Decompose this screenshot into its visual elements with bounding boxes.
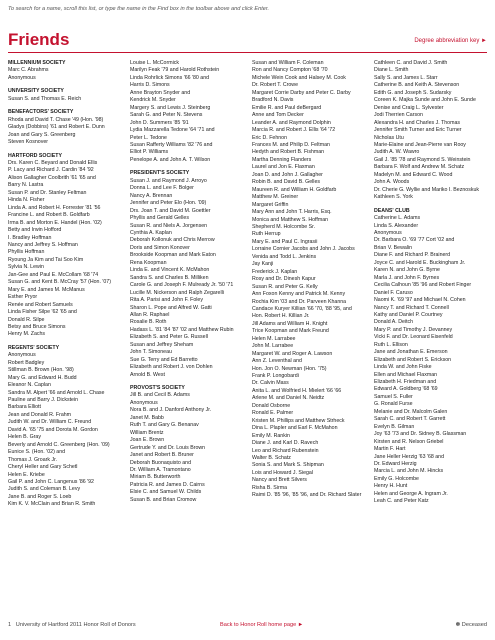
- donor-name: Beverly and Arnold C. Greenberg (Hon. '09): [8, 441, 110, 448]
- donor-name: Helen and George A. Ingram Jr.: [374, 490, 448, 497]
- donor-name: Eric D. Fehnon: [252, 134, 288, 141]
- donor-name: Brookside Koopman and Mark Eaton: [130, 252, 216, 259]
- donor-name: John M. Larrabee: [252, 343, 294, 350]
- society-heading: REGENTS' SOCIETY: [8, 344, 60, 351]
- donor-name: Judith S. and Coleman B. Levy: [8, 486, 81, 493]
- donor-name: Mary Ann and John T. Harris, Esq.: [252, 209, 332, 216]
- donor-name: Mary G. and Edward H. Budd: [8, 374, 77, 381]
- donor-name: Jennifer Smith Turner and Eric Turner: [374, 127, 462, 134]
- donor-name: Susan S. and Thomas E. Reich: [8, 95, 82, 102]
- donor-name: Karen N. and John G. Byrne: [374, 267, 440, 274]
- donor-name: Gail P. and John C. Langenus '86 '92: [8, 479, 94, 486]
- donor-name: Marla J. and John F. Byrnes: [374, 274, 440, 281]
- donor-name: Frank P. Longobardi: [252, 373, 299, 380]
- donor-name: Susan P. and Dr. Stanley Feltman: [8, 189, 87, 196]
- donor-name: Helen B. Gray: [8, 434, 41, 441]
- donor-name: Madelyn M. and Edward C. Wood: [374, 171, 453, 178]
- donor-name: Sandra M. Alpert '66 and Arnold L. Chase: [8, 389, 105, 396]
- donor-name: P. Lacy and Richard J. Cardin '84 '92: [8, 167, 94, 174]
- donor-name: Dr. Barbara O. '69 '77 Cort '02 and: [374, 237, 455, 244]
- donor-name: Raimi D. '85 '96, '85 '96, and Dr. Richard Slater: [252, 492, 362, 499]
- donor-name: Maureen R. and William H. Goldfarb: [252, 186, 337, 193]
- donor-name: Ruth T. and Gary G. Benanav: [130, 422, 199, 429]
- donor-name: Joy '63 '73 and Dr. Sidney B. Glassman: [374, 431, 467, 438]
- donor-name: Henry M. Zachs: [8, 331, 46, 338]
- donor-name: Cathleen C. and David J. Smith: [374, 60, 448, 66]
- donor-name: Leo and Richard Rubenstein: [252, 447, 319, 454]
- donor-name: Kathleen S. York: [374, 194, 413, 201]
- donor-name: Trice Koopman and Mark Freund: [252, 328, 329, 335]
- donor-name: Donald Osborne: [252, 402, 291, 409]
- deceased-legend: ✽ Deceased: [455, 622, 487, 628]
- donor-name: Irma B. and Morton E. Handel (Hon. '02): [8, 219, 102, 226]
- donor-name: Linda W. and John Fiske: [374, 364, 432, 371]
- donor-name: Sandra S. and Charles B. Milliken: [130, 274, 209, 281]
- donor-name: G. Ronald Furse: [374, 401, 413, 408]
- donor-name: Judith W. and Dr. William C. Freund: [8, 419, 92, 426]
- page-footer: [8, 622, 487, 632]
- donor-name: Mary E. and James M. McManus: [8, 286, 85, 293]
- donor-name: Allan R. Raphael: [130, 311, 170, 318]
- donor-name: Emily M. Rankin: [252, 432, 290, 439]
- donor-name: Denise and Craig L. Sylvester: [374, 104, 444, 111]
- donor-name: Patricia R. and James D. Cairns: [130, 481, 205, 488]
- donor-name: Susan Rafferty Williams '82 '76 and: [130, 141, 213, 148]
- donor-name: Phyllis and Gerald Gelles: [130, 215, 189, 222]
- donor-name: Lorraine Cornier Jacobs and John J. Jacobs: [252, 246, 355, 253]
- donor-name: Jodi Therrien Carson: [374, 112, 423, 119]
- donor-name: Nancy A. Brennan: [130, 192, 173, 199]
- donor-name: Sylvia N. Lewin: [8, 264, 44, 271]
- donor-name: Naomi K. '69 '97 and Michael N. Cohen: [374, 297, 466, 304]
- donor-name: Coreen K. Majka Sunde and John E. Sunde: [374, 97, 476, 104]
- donor-name: Helen M. Larrabee: [252, 335, 296, 342]
- donor-name: Michele Wein Cook and Halsey M. Cook: [252, 74, 346, 81]
- donor-name: Dr. Robert T. Crowe: [252, 82, 299, 89]
- donor-name: Thomas J. Groark Jr.: [8, 456, 58, 463]
- donor-name: Linda Rohrlick Simons '66 '80 and: [130, 74, 210, 81]
- donor-name: Carole G. and Joseph F. Mulready Jr. '50 '71: [130, 282, 234, 289]
- donor-name: Marc C. Abrahms: [8, 67, 49, 74]
- donor-name: I. Bradley Hoffman: [8, 234, 52, 241]
- donor-name: Robin B. and David B. Gelles: [252, 179, 320, 186]
- donor-name: Ron and Nancy Compton '68 '70: [252, 67, 328, 74]
- donor-name: Francine L. and Robert B. Goldfarb: [8, 212, 90, 219]
- donor-name: Betty and Irwin Hofford: [8, 227, 62, 234]
- donor-name: Emilie R. and Paul deBergard: [252, 104, 322, 111]
- donor-name: John D. Summers '85 '91: [130, 119, 189, 126]
- donor-name: Kim K. V. McClain and Brian R. Smith: [8, 501, 96, 508]
- back-home-link[interactable]: Back to Honor Roll home page ►: [220, 622, 304, 628]
- donor-name: Martha Denning Flanders: [252, 156, 312, 163]
- instruction-bar: [0, 0, 495, 22]
- donor-name: Anonymous: [8, 352, 36, 359]
- page-title: Friends: [8, 30, 70, 49]
- page-number: 1: [8, 622, 12, 628]
- donor-name: Nancy T. and Richard T. Connell: [374, 304, 449, 311]
- donor-name: Elsie C. and Samuel W. Childs: [130, 489, 202, 496]
- donor-name: Candace Kuryer Killian '66 '70, '88 '95, and: [252, 305, 352, 312]
- donor-name: Frederick J. Kaplan: [252, 268, 298, 275]
- donor-name: Ryoung Ja Kim and Tai Soo Kim: [8, 256, 84, 263]
- donor-name: Melanie and Dr. Malcolm Galen: [374, 408, 448, 415]
- donor-name: Brian V. Bewalin: [374, 244, 413, 251]
- donor-name: Monica and Matthew S. Hoffman: [252, 216, 329, 223]
- donor-name: Emily G. Holcombe: [374, 475, 419, 482]
- donor-name: Judith A. W. Wawro: [374, 149, 420, 156]
- donor-name: Cynthia A. Kaplan: [130, 229, 172, 236]
- donor-name: Donald R. Silpe: [8, 316, 45, 323]
- donor-name: Deborah Buonaquisto and: [130, 459, 192, 466]
- donor-name: Dr. Edward Herzig: [374, 461, 417, 468]
- footer-publication: [8, 622, 136, 628]
- donor-name: Susan R. and Niels A. Jorgensen: [130, 222, 208, 229]
- donor-name: Jennifer and Peter Elo (Hon. '09): [130, 200, 207, 207]
- donor-column-2: [130, 60, 242, 504]
- donor-name: Dr. Calvin Mass: [252, 380, 289, 387]
- donor-name: Doris and Simon Konover: [130, 244, 190, 251]
- donor-name: Bradford N. Davis: [252, 97, 294, 104]
- donor-name: John T. Simoneau: [130, 349, 172, 356]
- donor-name: Frances M. and Philip D. Feltman: [252, 141, 330, 148]
- donor-name: Catherine B. and Keith A. Stevenson: [374, 82, 460, 89]
- donor-name: Mary P. and Timothy J. Devanney: [374, 326, 453, 333]
- donor-name: Robert Badgley: [8, 359, 45, 366]
- donor-name: Linda A. and Robert H. Forrester '81 '56: [8, 204, 101, 211]
- donor-name: Lois and Howard J. Siegal: [252, 469, 313, 476]
- donor-column-4: [374, 60, 486, 506]
- donor-name: Eunice S. (Hon. '02) and: [8, 449, 66, 456]
- society-heading: PROVOST'S SOCIETY: [130, 385, 185, 392]
- donor-name: Vicki F. and Dr. Leonard Eisenfeld: [374, 334, 453, 341]
- donor-name: Lucille M. Nickerson and Ralph Zegarelli: [130, 289, 224, 296]
- donor-name: Alexandra H. and Charles J. Thomas: [374, 119, 460, 126]
- donor-name: Elizabeth H. Friedman and: [374, 379, 437, 386]
- donor-name: Jill Adams and William H. Knight: [252, 320, 328, 327]
- donor-name: Margaret Corrie Darby and Peter C. Darby: [252, 89, 351, 96]
- donor-name: William Brentz: [130, 429, 164, 436]
- donor-name: Janet M. Babb: [130, 414, 164, 421]
- donor-name: Elizabeth and Robert J. von Dohlen: [130, 364, 213, 371]
- donor-name: Susan J. and Raymond J. Arroyo: [130, 177, 207, 184]
- donor-name: Jane Heller Herzig '63 '68 and: [374, 453, 445, 460]
- donor-name: Helen E. Kriebe: [8, 471, 45, 478]
- donor-name: Donald A. Deitch: [374, 319, 414, 326]
- donor-name: Henry H. Hunt: [374, 483, 408, 490]
- donor-name: Dr. Cherie G. Wyllie and Mariko I. Beznoskuk: [374, 186, 479, 193]
- donor-name: Sally S. and James L. Starr: [374, 74, 438, 81]
- donor-name: Nancy and Jeffrey S. Hoffman: [8, 241, 78, 248]
- donor-name: Linda E. and Vincent K. McMahon: [130, 267, 210, 274]
- donor-name: Eleanor N. Caplan: [8, 382, 51, 389]
- donor-name: Hon. Robert H. Killian Jr.: [252, 313, 310, 320]
- donor-name: Rhoda and David T. Chase '49 (Hon. '98): [8, 116, 104, 123]
- donor-name: Laurel and Jon E. Flaxman: [252, 164, 315, 171]
- donor-name: Rochia Kim '03 and Dr. Parveen Khanna: [252, 298, 347, 305]
- donor-name: Samuel S. Fuller: [374, 393, 413, 400]
- donor-name: Susan B. and Brian Cromow: [130, 496, 197, 503]
- donor-name: Joyce C. and Harold E. Buckingham Jr.: [374, 259, 466, 266]
- donor-name: Alison Gallagher Coolbrith '61 '65 and: [8, 174, 96, 181]
- society-heading: DEANS' CLUB: [374, 207, 410, 214]
- donor-name: Jane and Jonathan E. Emerson: [374, 349, 448, 356]
- donor-name: Joan D. and John J. Gallagher: [252, 171, 323, 178]
- donor-name: Joan E. Brown: [130, 437, 165, 444]
- donor-name: Miriam B. Butterworth: [130, 474, 181, 481]
- degree-key-link[interactable]: Degree abbreviation key ►: [414, 38, 487, 44]
- donor-name: Kathy and Daniel P. Courtney: [374, 311, 443, 318]
- donor-name: Sharon L. Pope and Alfred W. Gatti: [130, 304, 212, 311]
- donor-name: Arlene M. and Daniel N. Neidtz: [252, 395, 325, 402]
- donor-name: Drs. Joan T. and David M. Goettler: [130, 207, 211, 214]
- donor-name: Phyllis Hoffman: [8, 249, 45, 256]
- donor-name: Leah C. and Peter Katz: [374, 498, 429, 505]
- donor-name: Diane J. and Karl D. Ravech: [252, 440, 319, 447]
- donor-name: Rena Koopman: [130, 259, 167, 266]
- donor-name: Diane L. Smith: [374, 67, 409, 74]
- donor-name: Esther Pryor: [8, 294, 38, 301]
- donor-name: Edward A. Goldberg '68 '69: [374, 386, 438, 393]
- donor-name: Barbara Elliott: [8, 404, 41, 411]
- donor-name: Shepherd M. Holcombe Sr.: [252, 223, 316, 230]
- donor-name: Marie-Elaine and Jean-Pierre van Rooy: [374, 141, 466, 148]
- donor-column-3: [252, 60, 364, 500]
- donor-name: Risha B. Sirma: [252, 484, 288, 491]
- donor-name: Barry N. Lastra: [8, 182, 44, 189]
- donor-name: Susan and Jeffrey Sheham: [130, 341, 194, 348]
- donor-name: Anita L. and Wolfried H. Mielert '66 '66: [252, 387, 342, 394]
- donor-name: Elizabeth S. and Peter G. Russell: [130, 334, 208, 341]
- donor-name: Jill B. and Cecil B. Adams: [130, 392, 190, 399]
- donor-name: Leander A. and Raymond Dolphin: [252, 119, 331, 126]
- donor-name: Joan and Gary S. Greenberg: [8, 131, 76, 138]
- donor-name: Kristen M. Phillips and Matthew Strheck: [252, 417, 345, 424]
- donor-name: Nancy and Brett Silvers: [252, 477, 307, 484]
- donor-name: Margaret W. and Roger A. Lawson: [252, 350, 333, 357]
- donor-name: Mary E. and Paul C. Ingrasii: [252, 238, 318, 245]
- donor-name: Elliot P. Williams: [130, 149, 169, 156]
- donor-name: Linda Fisher Silpe '62 '65 and: [8, 309, 77, 316]
- donor-name: Diane F. and Richard P. Brainerd: [374, 252, 451, 259]
- donor-name: Margery S. and Lewis J. Steinberg: [130, 104, 211, 111]
- donor-name: Deborah Kollonuk and Chris Merrow: [130, 237, 215, 244]
- title-divider: [8, 52, 487, 53]
- donor-name: Nora B. and J. Danford Anthony Jr.: [130, 407, 212, 414]
- donor-name: Hadass L. '81 '84 '87 '02 and Matthew Rubin: [130, 326, 234, 333]
- donor-name: Kirsten and R. Nelson Griebel: [374, 438, 444, 445]
- society-heading: HARTFORD SOCIETY: [8, 152, 62, 159]
- donor-name: Anonymous: [130, 399, 158, 406]
- donor-name: Jan-Gee and Paul E. McCollam '68 '74: [8, 271, 99, 278]
- donor-name: Sarah C. and Robert T. Garrett: [374, 416, 446, 423]
- donor-name: Jane B. and Roger S. Loeb: [8, 493, 72, 500]
- donor-name: Sarah G. and Peter N. Stevens: [130, 112, 203, 119]
- society-heading: MILLENNIUM SOCIETY: [8, 60, 66, 66]
- donor-name: Gertrude Y. and Dr. Louis Brown: [130, 444, 206, 451]
- society-heading: PRESIDENT'S SOCIETY: [130, 170, 190, 177]
- donor-name: Rosalie B. Roth: [130, 319, 167, 326]
- donor-name: Rita A. Parisi and John F. Foley: [130, 297, 203, 304]
- donor-name: Jean and Donald R. Frahm: [8, 411, 72, 418]
- donor-name: Sonia S. and Mark S. Shipman: [252, 462, 324, 469]
- donor-name: Stillman B. Brown (Hon. '98): [8, 367, 74, 374]
- donor-name: Steven Kosnover: [8, 139, 48, 146]
- donor-name: Donna L. and Lee F. Bolger: [130, 185, 194, 192]
- donor-name: Pauline and Barry J. Dickstein: [8, 397, 79, 404]
- donor-name: Kendrick M. Snyder: [130, 97, 176, 104]
- donor-name: Sue G. Terry and Ed Barretto: [130, 356, 198, 363]
- donor-name: Dina L. Plapler and Earl F. McMahon: [252, 425, 338, 432]
- donor-name: David A. '65 '75 and Dorota M. Gordon: [8, 426, 98, 433]
- donor-name: Dr. William A. Tramontano: [130, 467, 191, 474]
- donor-name: Gladys (Dobbins) '61 and Robert E. Dunn: [8, 124, 105, 131]
- donor-name: Daniel F. Caruso: [374, 289, 413, 296]
- donor-name: Arnold B. West: [130, 371, 165, 378]
- donor-name: Peter L. Tedone: [130, 134, 167, 141]
- donor-name: John A. Woods: [374, 179, 410, 186]
- donor-name: Anonymous: [374, 229, 402, 236]
- donor-name: Barbara F. Wolf and Andrew M. Schatz: [374, 164, 465, 171]
- donor-name: Edith G. and Joseph S. Sudarsky: [374, 89, 452, 96]
- donor-name: Marcia R. and Robert J. Ellis '64 '72: [252, 127, 336, 134]
- donor-name: Elizabeth and Robert S. Erickson: [374, 356, 452, 363]
- donor-name: Louise L. McCormick: [130, 60, 180, 66]
- donor-name: Susan R. and Peter G. Kelly: [252, 283, 318, 290]
- donor-name: Linda S. Alexander: [374, 222, 419, 229]
- donor-name: Drs. Karen C. Beyard and Donald Ellis: [8, 159, 98, 166]
- donor-name: Lydia Mazzarella Tedone '64 '71 and: [130, 127, 215, 134]
- donor-name: Ann Foxon Kenny and Patrick M. Kenny: [252, 291, 346, 298]
- donor-name: Ellen and Michael Flaxman: [374, 371, 438, 378]
- publication-title: University of Hartford 2011 Honor Roll of Donors: [15, 622, 136, 628]
- donor-name: Ronald E. Palmer: [252, 410, 294, 417]
- donor-name: Marcia L. and John M. Hincks: [374, 468, 444, 475]
- donor-name: Matthew M. Greiner: [252, 194, 299, 201]
- instruction-text: To search for a name, scroll this list, or type the name in the Find box in the toolbar above and click Enter.: [8, 6, 270, 12]
- donor-name: Hinda N. Fisher: [8, 197, 45, 204]
- donor-name: Anne and Tom Decker: [252, 112, 304, 119]
- donor-name: Cheryl Heller and Gary Schetl: [8, 464, 78, 471]
- donor-name: Marilyn Feak '79 and Harold Rothstein: [130, 67, 220, 74]
- donor-name: Harris D. Simons: [130, 82, 170, 89]
- donor-name: Rosy and Dr. Dinesh Kapur: [252, 276, 316, 283]
- donor-name: Betsy and Bruce Simons: [8, 323, 66, 330]
- donor-name: Venida and Todd L. Jenkins: [252, 253, 317, 260]
- donor-name: Jay Kanji: [252, 261, 274, 268]
- society-heading: BENEFACTORS' SOCIETY: [8, 109, 74, 116]
- donor-name: Ruth L. Ellison: [374, 341, 408, 348]
- society-heading: UNIVERSITY SOCIETY: [8, 88, 64, 95]
- donor-name: Anonymous: [8, 74, 36, 81]
- donor-name: Janet and Robert B. Bruner: [130, 452, 194, 459]
- donor-name: Martin F. Hart: [374, 446, 406, 453]
- donor-name: Hon. Jon O. Newman (Hon. '75): [252, 365, 327, 372]
- donor-name: Catherine L. Adams: [374, 215, 421, 222]
- donor-column-1: [8, 60, 120, 509]
- donor-name: Ann Z. Leventhal and: [252, 358, 302, 365]
- donor-name: Gail J. '85 '78 and Raymond S. Weinstein: [374, 156, 471, 163]
- donor-name: Evelyn B. Gilman: [374, 423, 415, 430]
- donor-name: Cecilia Calhoun '85 '96 and Robert Finger: [374, 282, 472, 289]
- donor-name: Anne Brayton Snyder and: [130, 89, 191, 96]
- donor-name: Walter B. Schatz: [252, 455, 291, 462]
- donor-name: Nicholas Utu: [374, 134, 404, 141]
- donor-name: Hedyth and Robert B. Fishman: [252, 149, 325, 156]
- donor-name: Penelope A. and John A. T. Wilson: [130, 156, 211, 163]
- donor-name: Susan G. and Kent B. McCray '57 (Hon. '07): [8, 279, 111, 286]
- donor-name: Susan and William F. Coleman: [252, 60, 324, 66]
- donor-name: Ruth Herrup: [252, 231, 281, 238]
- donor-name: Margaret Griffin: [252, 201, 289, 208]
- donor-name: Renée and Robert Samuels: [8, 301, 73, 308]
